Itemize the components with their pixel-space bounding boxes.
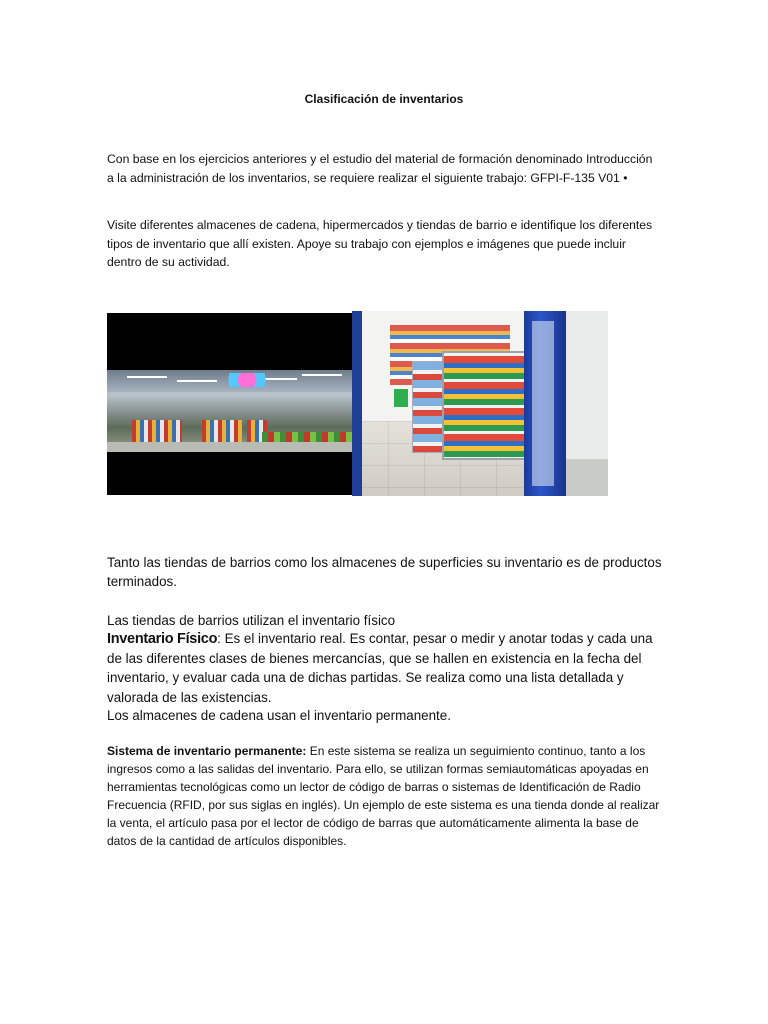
paragraph-assignment: Visite diferentes almacenes de cadena, hipermercados y tiendas de barrio e identifique los diferentes tipos de inventario que allí existen. Apoye su trabajo con ejemplos e imágenes que puede incluir dentro de su actividad.	[107, 218, 653, 269]
neighborhood-store-photo	[352, 311, 608, 496]
physical-inventory-term: Inventario Físico	[107, 631, 218, 647]
paragraph-permanent-inventory	[107, 742, 662, 850]
permanent-inventory-term: Sistema de inventario permanente:	[107, 744, 307, 758]
paragraph-physical-inventory-intro: Las tiendas de barrios utilizan el inventario físico	[107, 613, 396, 628]
paragraph-intro: Con base en los ejercicios anteriores y el estudio del material de formación denominado Introducción a la administración de los inventarios, se requiere realizar el siguiente trabajo: GFPI-F-135 V01 •	[107, 152, 653, 185]
permanent-inventory-text: En este sistema se realiza un seguimiento continuo, tanto a los ingresos como a las salidas del inventario. Para ello, se utilizan formas semiautomáticas apoyadas en herramientas tecnológicas como un lector de código de barras o sistemas de Identificación de Radio Frecuencia (RFID, por sus siglas en inglés). Un ejemplo de este sistema es una tienda donde al realizar la venta, el artículo pasa por el lector de código de barras que automáticamente alimenta la base de datos de la cantidad de artículos disponibles.	[107, 744, 660, 848]
paragraph-chain-stores: Los almacenes de cadena usan el inventario permanente.	[107, 708, 451, 723]
paragraph-finished-products: Tanto las tiendas de barrios como los almacenes de superficies su inventario es de productos terminados.	[107, 555, 662, 590]
supermarket-photo	[107, 313, 352, 495]
supermarket-aisles-image	[107, 370, 352, 452]
paragraph-physical-inventory-definition	[107, 629, 662, 707]
document-title: Clasificación de inventarios	[304, 92, 464, 106]
physical-inventory-definition-text: : Es el inventario real. Es contar, pesar o medir y anotar todas y cada una de las diferentes clases de bienes mercancías, que se hallen en existencia en la fecha del inventario, y evaluar cada una de dichas partidas. Se realiza como una lista detallada y valorada de las existencias.	[107, 631, 653, 705]
